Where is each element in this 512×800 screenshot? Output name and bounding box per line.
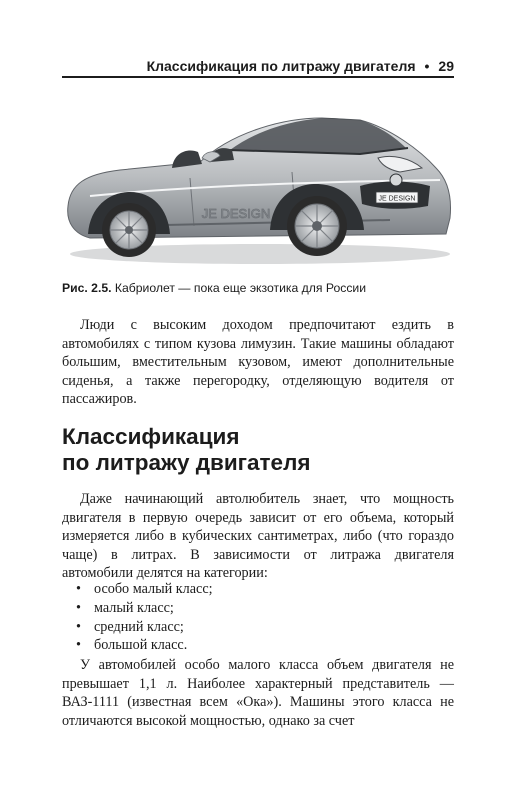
- class-list: [62, 580, 454, 655]
- figure-caption: [62, 281, 462, 295]
- bullet-icon: •: [76, 637, 81, 654]
- page-number: 29: [438, 58, 454, 74]
- list-item: [62, 636, 454, 655]
- bullet-icon: •: [76, 618, 81, 635]
- bullet-icon: •: [76, 599, 81, 616]
- paragraph-engine-volume: Даже начинающий автолюбитель знает, что мощность двигателя в первую очередь зависит от его объема, который измеряется либо в кубических сантиметрах, либо (что гораздо чаще) в литрах. В зависимости от литража двигателя автомобили делятся на категории:: [62, 491, 454, 581]
- front-hub: [312, 221, 322, 231]
- list-item-text: большой класс.: [94, 637, 188, 654]
- list-item-text: средний класс;: [94, 618, 184, 635]
- list-item: [62, 618, 454, 637]
- figure-caption-text: Кабриолет — пока еще экзотика для России: [111, 281, 367, 295]
- figure-label: Рис. 2.5.: [62, 281, 112, 295]
- list-item-text: малый класс;: [94, 599, 174, 616]
- paragraph-extra-small-class: У автомобилей особо малого класса объем двигателя не превышает 1,1 л. Наиболее характерный представитель — ВАЗ-1111 (известная всем «Ока»). Машины этого класса не отличаются высокой мощностью, однако за счет: [62, 657, 454, 729]
- rear-hub: [125, 226, 133, 234]
- brand-emblem: [390, 174, 402, 186]
- header-separator: •: [424, 58, 430, 74]
- running-title: Классификация по литражу двигателя: [146, 58, 416, 74]
- windshield: [230, 118, 406, 154]
- bullet-icon: •: [76, 581, 81, 597]
- list-item: [62, 580, 454, 599]
- list-item-text: особо малый класс;: [94, 581, 213, 597]
- section-heading-line-1: Классификация: [62, 424, 240, 449]
- section-heading-line-2: по литражу двигателя: [62, 450, 311, 475]
- list-item: [62, 599, 454, 618]
- running-header: [62, 58, 454, 78]
- door-decal: JE DESIGN: [201, 206, 271, 221]
- section-heading: [62, 424, 454, 476]
- paragraph-limousines: Люди с высоким доходом предпочитают ездить в автомобилях с типом кузова лимузин. Такие машины обладают большим, вместительным кузовом, имеют дополнительные сиденья, а также перегородку, отделяющую водителя от пассажиров.: [62, 317, 454, 407]
- plate-text: JE DESIGN: [378, 195, 416, 203]
- convertible-car-illustration: [60, 88, 460, 268]
